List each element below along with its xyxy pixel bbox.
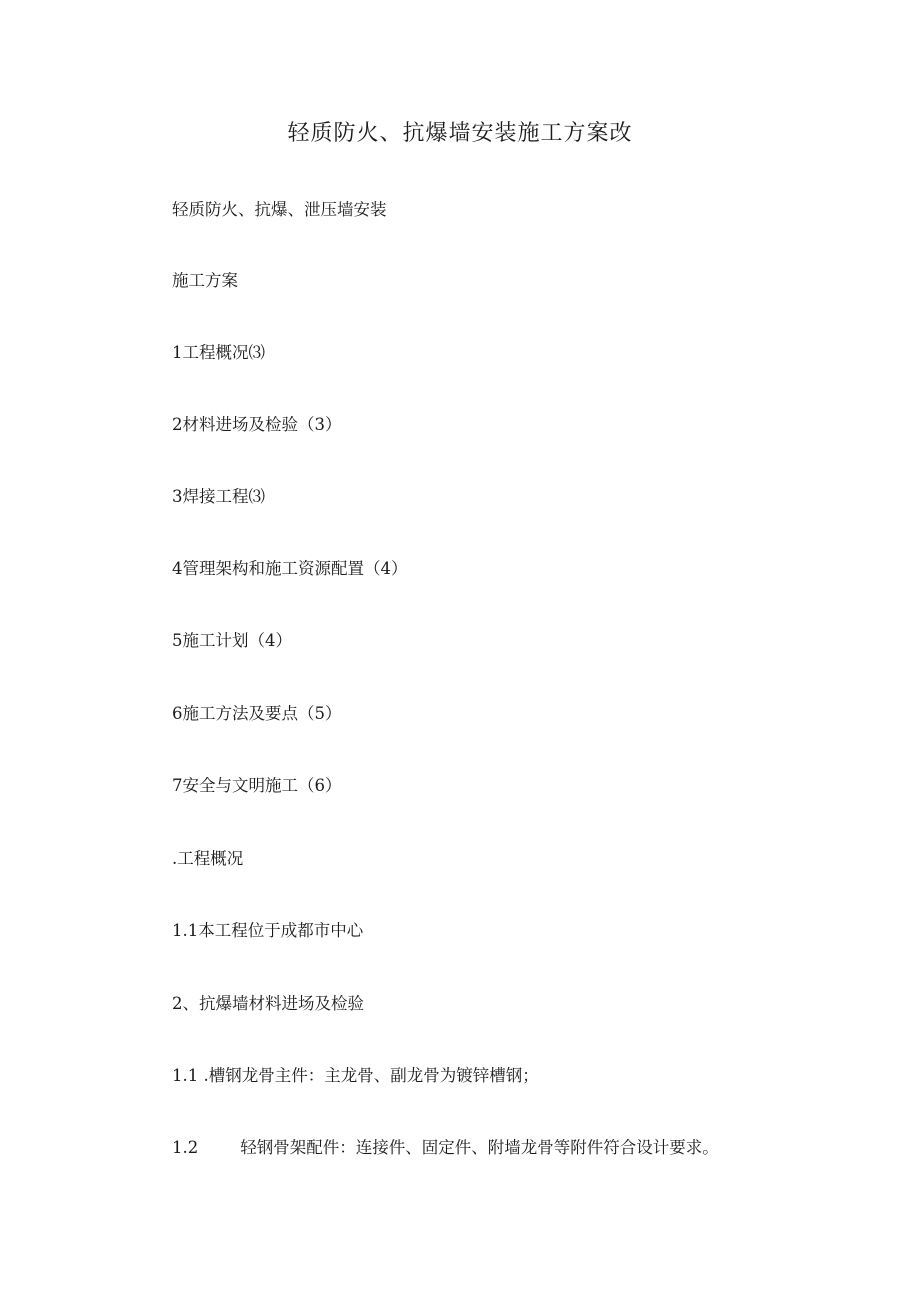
subtitle-line-2: 施工方案	[172, 271, 238, 290]
toc-item-1: 1工程概况⑶	[172, 343, 265, 362]
toc-item-3: 3焊接工程⑶	[172, 487, 265, 506]
toc-item-7: 7安全与文明施工（6）	[172, 776, 342, 795]
body-paragraph-2: 1.1 .槽钢龙骨主件：主龙骨、副龙骨为镀锌槽钢；	[172, 1066, 539, 1085]
toc-item-6: 6施工方法及要点（5）	[172, 704, 342, 723]
section-heading: .工程概况	[172, 849, 244, 868]
document-title: 轻质防火、抗爆墙安装施工方案改	[287, 121, 633, 146]
body-paragraph-3: 1.2 轻钢骨架配件：连接件、固定件、附墙龙骨等附件符合设计要求。	[172, 1138, 719, 1157]
toc-item-2: 2材料进场及检验（3）	[172, 415, 342, 434]
toc-item-5: 5施工计划（4）	[172, 631, 292, 650]
section-heading-2: 2、抗爆墙材料进场及检验	[172, 994, 364, 1013]
subtitle-line: 轻质防火、抗爆、泄压墙安装	[172, 200, 387, 219]
body-paragraph: 1.1本工程位于成都市中心	[172, 921, 364, 940]
toc-item-4: 4管理架构和施工资源配置（4）	[172, 559, 408, 578]
